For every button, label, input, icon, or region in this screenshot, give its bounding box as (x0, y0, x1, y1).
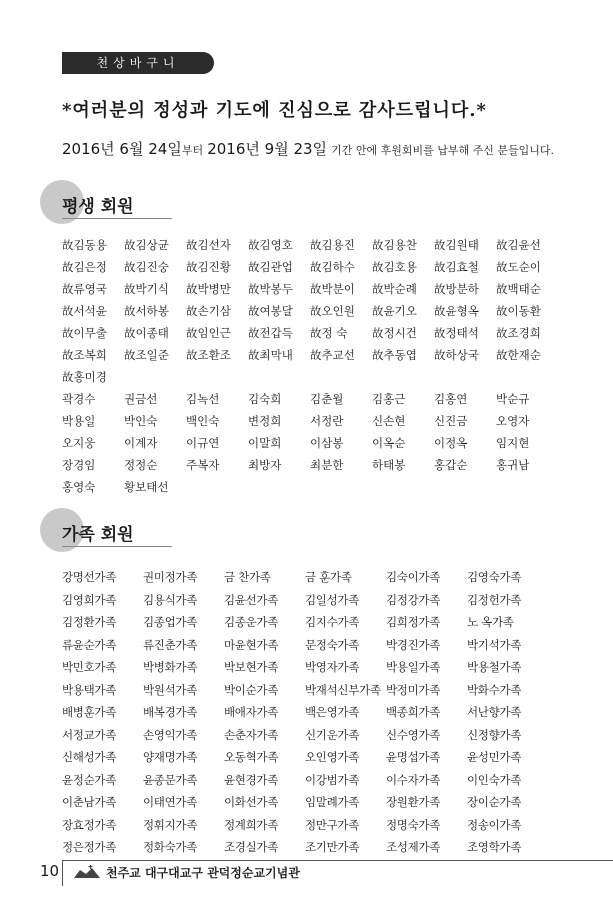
member-name: 故류영국 (62, 282, 107, 296)
family-member-name: 손영익가족 (143, 727, 198, 742)
member-name: 故조환조 (186, 348, 231, 362)
family-member-name: 조영학가족 (467, 840, 522, 854)
member-name: 故윤기오 (372, 304, 417, 318)
family-member-name: 장이순가족 (467, 795, 522, 809)
member-name (372, 476, 434, 498)
family-member-name: 정명숙가족 (386, 817, 441, 832)
family-member-name: 신해성가족 (62, 750, 117, 764)
member-name: 故김선자 (186, 238, 231, 252)
family-member-name: 윤명섭가족 (386, 750, 441, 764)
member-name: 故여봉달 (248, 304, 293, 318)
family-member-name: 이춘남가족 (62, 795, 117, 809)
member-name: 故김하수 (310, 260, 355, 274)
member-name: 故김용찬 (372, 238, 417, 252)
member-name: 故김상균 (124, 238, 169, 252)
family-member-name: 박정미가족 (386, 682, 441, 697)
family-member-name: 양재명가족 (143, 750, 198, 764)
page-title: *여러분의 정성과 기도에 진심으로 감사드립니다.* (62, 100, 487, 121)
member-name: 김녹선 (186, 392, 220, 406)
period-rest: 기간 안에 후원회비를 납부해 주신 분들입니다. (331, 144, 555, 157)
member-name: 신진금 (434, 414, 468, 428)
family-members-grid (62, 566, 562, 859)
family-member-name: 박용택가족 (62, 682, 117, 697)
member-name (434, 476, 496, 498)
member-name: 故홍미경 (62, 370, 107, 384)
member-name: 이옥순 (372, 436, 406, 450)
member-name: 임지현 (496, 436, 530, 450)
family-member-name: 조성제가족 (386, 840, 441, 854)
family-member-name: 김정헌가족 (467, 592, 522, 607)
member-name: 故김원태 (434, 238, 479, 252)
member-name: 故손기삼 (186, 304, 231, 318)
member-name (186, 366, 248, 388)
family-member-name: 백은영가족 (305, 705, 360, 719)
member-name: 故조경희 (496, 326, 541, 340)
member-name: 오지웅 (62, 436, 96, 450)
page-number: 10 (40, 862, 60, 880)
church-logo-icon (72, 864, 102, 880)
family-member-name: 김윤선가족 (224, 592, 279, 607)
family-member-name: 김영희가족 (62, 592, 117, 607)
member-name: 故김동용 (62, 238, 107, 252)
family-member-name: 박경진가족 (386, 637, 441, 652)
family-member-name: 윤종문가족 (143, 772, 198, 787)
period-end: 2016년 9월 23일 (207, 140, 328, 158)
member-name (496, 476, 558, 498)
member-name: 황보태선 (124, 480, 169, 494)
family-member-name: 오인영가족 (305, 750, 360, 764)
family-member-name: 박민호가족 (62, 660, 117, 674)
family-member-name: 김용식가족 (143, 592, 198, 607)
member-name: 곽경수 (62, 392, 96, 406)
family-member-name: 정휘지가족 (143, 817, 198, 832)
member-name: 故정태석 (434, 326, 479, 340)
family-member-name: 이태연가족 (143, 795, 198, 809)
family-member-name: 박용일가족 (386, 660, 441, 674)
member-name: 이정옥 (434, 436, 468, 450)
member-name (372, 366, 434, 388)
member-name: 故김호용 (372, 260, 417, 274)
member-name (186, 476, 248, 498)
family-member-name: 박병화가족 (143, 660, 198, 674)
member-name: 변정희 (248, 414, 282, 428)
family-member-name: 김숙이가족 (386, 570, 441, 584)
lifetime-members-grid (62, 234, 562, 498)
family-member-name: 박원석가족 (143, 682, 198, 697)
member-name: 故추교선 (310, 348, 355, 362)
member-name: 홍영숙 (62, 480, 96, 494)
member-name: 하태봉 (372, 458, 406, 472)
family-member-name: 이화선가족 (224, 795, 279, 809)
family-member-name: 박재석신부가족 (305, 682, 381, 697)
member-name: 권금선 (124, 392, 158, 406)
member-name: 최분한 (310, 458, 344, 472)
family-member-name: 장효정가족 (62, 817, 117, 832)
family-member-name: 윤현경가족 (224, 772, 279, 787)
family-member-name: 김영숙가족 (467, 570, 522, 584)
family-member-name: 류윤순가족 (62, 637, 117, 652)
family-member-name: 이인숙가족 (467, 772, 522, 787)
member-name (310, 366, 372, 388)
family-member-name: 문정숙가족 (305, 637, 360, 652)
family-member-name: 김종업가족 (143, 615, 198, 629)
member-name: 백인숙 (186, 414, 220, 428)
member-name (124, 366, 186, 388)
family-member-name: 마윤현가족 (224, 637, 279, 652)
member-name (248, 366, 310, 388)
family-member-name: 김종운가족 (224, 615, 279, 629)
family-member-name: 노 옥가족 (467, 615, 514, 629)
family-member-name: 금 훈가족 (305, 570, 352, 584)
member-name: 김홍연 (434, 392, 468, 406)
member-name: 故김윤선 (496, 238, 541, 252)
family-member-name: 윤성민가족 (467, 750, 522, 764)
member-name: 故박봉두 (248, 282, 293, 296)
member-name: 故최막내 (248, 348, 293, 362)
family-member-name: 박보현가족 (224, 660, 279, 674)
family-member-name: 신수영가족 (386, 727, 441, 742)
member-name: 故이동환 (496, 304, 541, 318)
member-name: 故박분이 (310, 282, 355, 296)
member-name: 故한재순 (496, 348, 541, 362)
member-name: 故박병만 (186, 282, 231, 296)
family-section-title: 가족 회원 (62, 525, 134, 545)
family-member-name: 조경실가족 (224, 840, 279, 854)
section-tab-header (62, 52, 214, 74)
member-name: 김춘월 (310, 392, 344, 406)
family-member-name: 류진춘가족 (143, 637, 198, 652)
family-member-name: 박영자가족 (305, 660, 360, 674)
member-name: 오영자 (496, 414, 530, 428)
member-name (434, 366, 496, 388)
section-underline (62, 218, 172, 219)
member-name: 故백태순 (496, 282, 541, 296)
header-label: 천상바구니 (96, 56, 180, 70)
member-name: 故이무출 (62, 326, 107, 340)
member-name: 박순규 (496, 392, 530, 406)
member-name: 故전갑득 (248, 326, 293, 340)
member-name: 故추동엽 (372, 348, 417, 362)
family-member-name: 오동혁가족 (224, 750, 279, 764)
family-member-name: 임말례가족 (305, 795, 360, 809)
member-name: 홍갑순 (434, 458, 468, 472)
period-from: 부터 (181, 144, 204, 157)
family-member-name: 서난향가족 (467, 705, 522, 719)
family-member-name: 정만구가족 (305, 817, 360, 832)
family-member-name: 김정강가족 (386, 592, 441, 607)
family-member-name: 신정향가족 (467, 727, 522, 742)
family-member-name: 조기만가족 (305, 840, 360, 854)
period-start: 2016년 6월 24일 (62, 140, 182, 158)
member-name: 박용일 (62, 414, 96, 428)
member-name: 故정 숙 (310, 326, 348, 340)
member-name: 故김관업 (248, 260, 293, 274)
family-member-name: 배복경가족 (143, 705, 198, 719)
family-member-name: 장원환가족 (386, 795, 441, 809)
member-name: 故도순이 (496, 260, 541, 274)
family-member-name: 박기석가족 (467, 637, 522, 652)
member-name: 故오인원 (310, 304, 355, 318)
footer-rule (62, 860, 613, 861)
member-name: 故이종태 (124, 326, 169, 340)
member-name: 이삼봉 (310, 436, 344, 450)
member-name (310, 476, 372, 498)
member-name: 이규연 (186, 436, 220, 450)
member-name: 신손현 (372, 414, 406, 428)
family-member-name: 강명선가족 (62, 570, 117, 584)
member-name: 故윤형옥 (434, 304, 479, 318)
family-member-name: 윤정순가족 (62, 772, 117, 787)
family-member-name: 박용철가족 (467, 660, 522, 674)
member-name: 서정란 (310, 414, 344, 428)
family-member-name: 이수자가족 (386, 772, 441, 787)
family-member-name: 박이순가족 (224, 682, 279, 697)
member-name: 故김영호 (248, 238, 293, 252)
family-member-name: 김일성가족 (305, 592, 360, 607)
family-member-name: 김희정가족 (386, 615, 441, 629)
family-member-name: 정계희가족 (224, 817, 279, 832)
member-name (496, 366, 558, 388)
member-name: 장경임 (62, 458, 96, 472)
member-name (248, 476, 310, 498)
member-name: 故조복희 (62, 348, 107, 362)
organization-name: 천주교 대구대교구 관덕정순교기념관 (106, 866, 300, 880)
family-member-name: 정은정가족 (62, 840, 117, 854)
member-name: 故조일준 (124, 348, 169, 362)
member-name: 최방자 (248, 458, 282, 472)
member-name: 故김진황 (186, 260, 231, 274)
family-member-name: 이강범가족 (305, 772, 360, 787)
family-member-name: 정화숙가족 (143, 840, 198, 854)
member-name: 이말희 (248, 436, 282, 450)
member-name: 박인숙 (124, 414, 158, 428)
member-name: 故박순례 (372, 282, 417, 296)
member-name: 홍귀남 (496, 458, 530, 472)
member-name: 정정순 (124, 458, 158, 472)
family-member-name: 배병훈가족 (62, 705, 117, 719)
member-name: 故서하봉 (124, 304, 169, 318)
member-name: 故김효철 (434, 260, 479, 274)
page-footer (0, 860, 613, 890)
family-member-name: 금 찬가족 (224, 570, 271, 584)
section-underline (62, 546, 172, 547)
member-name: 故김용진 (310, 238, 355, 252)
family-member-name: 김지수가족 (305, 615, 360, 629)
family-member-name: 백종희가족 (386, 705, 441, 719)
member-name: 김홍근 (372, 392, 406, 406)
period-line (62, 138, 554, 159)
member-name: 故김진숭 (124, 260, 169, 274)
family-member-name: 손춘자가족 (224, 727, 279, 742)
member-name: 故박기식 (124, 282, 169, 296)
member-name: 주복자 (186, 458, 220, 472)
footer-divider (62, 860, 63, 886)
member-name: 故정시건 (372, 326, 417, 340)
family-member-name: 신기운가족 (305, 727, 360, 742)
family-member-name: 김정환가족 (62, 615, 117, 629)
family-member-name: 권미정가족 (143, 570, 198, 584)
family-member-name: 배애자가족 (224, 705, 279, 719)
member-name: 故김은정 (62, 260, 107, 274)
member-name: 故서석윤 (62, 304, 107, 318)
member-name: 김숙희 (248, 392, 282, 406)
family-member-name: 박화수가족 (467, 682, 522, 697)
member-name: 故방분하 (434, 282, 479, 296)
member-name: 故하상국 (434, 348, 479, 362)
family-member-name: 정송이가족 (467, 817, 522, 832)
family-member-name: 서정교가족 (62, 727, 117, 742)
lifetime-section-title: 평생 회원 (62, 197, 134, 217)
member-name: 이계자 (124, 436, 158, 450)
member-name: 故임인근 (186, 326, 231, 340)
